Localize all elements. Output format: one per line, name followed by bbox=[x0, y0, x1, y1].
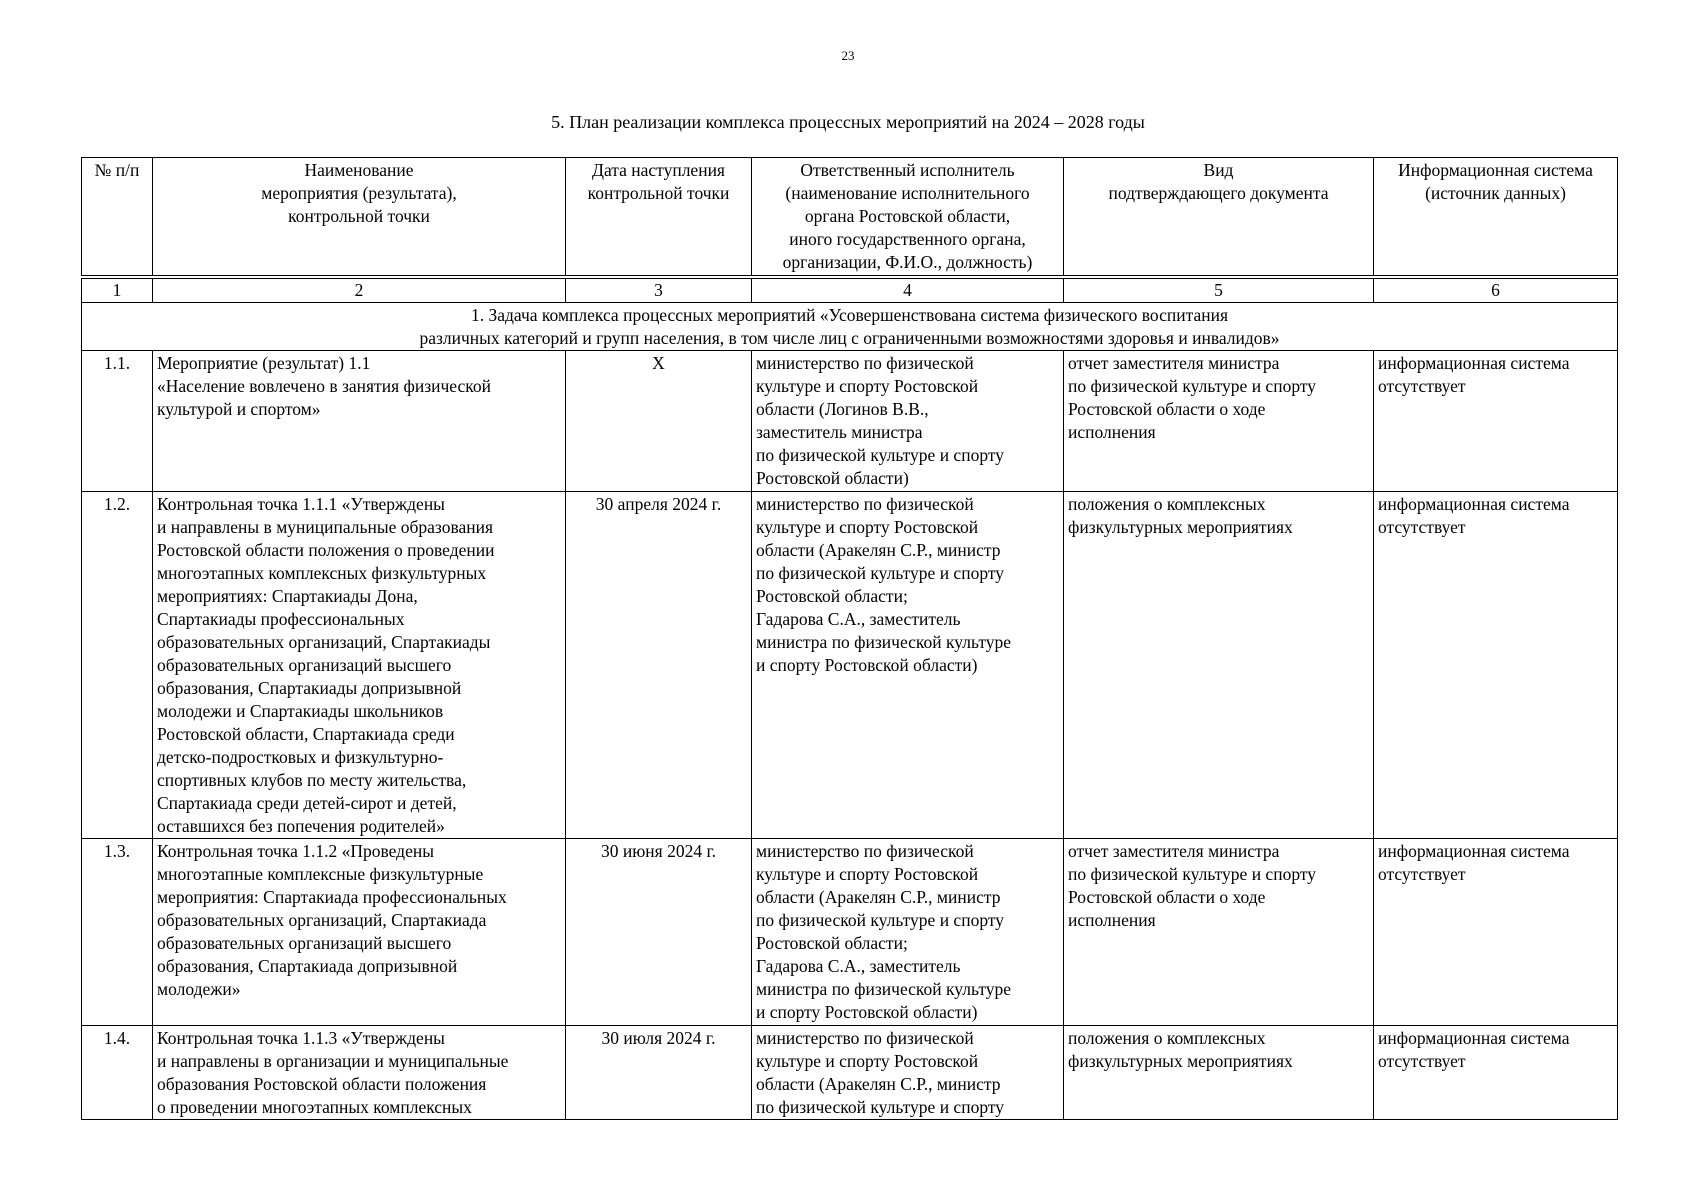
table-header-row bbox=[82, 158, 1618, 278]
row-date: Х bbox=[566, 351, 752, 492]
column-number: 3 bbox=[566, 277, 752, 303]
row-name: Контрольная точка 1.1.2 «Проведены многоэтапные комплексные физкультурные мероприятия: Спартакиада профессиональных образовательных организаций, Спартакиада образовательных организаций высшего образования, Спартакиада допризывной молодежи» bbox=[153, 839, 566, 1026]
table-row bbox=[82, 492, 1618, 839]
row-system: информационная система отсутствует bbox=[1374, 492, 1618, 839]
row-date: 30 апреля 2024 г. bbox=[566, 492, 752, 839]
row-date: 30 июня 2024 г. bbox=[566, 839, 752, 1026]
row-document: отчет заместителя министра по физической культуре и спорту Ростовской области о ходе исполнения bbox=[1064, 351, 1374, 492]
row-name: Контрольная точка 1.1.1 «Утверждены и направлены в муниципальные образования Ростовской области положения о проведении многоэтапных комплексных физкультурных мероприятиях: Спартакиады Дона, Спартакиады профессиональных образовательных организаций, Спартакиады образовательных организаций высшего образования, Спартакиады допризывной молодежи и Спартакиады школьников Ростовской области, Спартакиада среди детско-подростковых и физкультурно- спортивных клубов по месту жительства, Спартакиада среди детей-сирот и детей, оставшихся без попечения родителей» bbox=[153, 492, 566, 839]
row-number: 1.4. bbox=[82, 1026, 153, 1120]
page-number: 23 bbox=[841, 48, 855, 63]
header-responsible: Ответственный исполнитель (наименование исполнительного органа Ростовской области, иного государственного органа, организации, Ф.И.О., должность) bbox=[752, 158, 1064, 278]
table-row bbox=[82, 839, 1618, 1026]
row-name: Контрольная точка 1.1.3 «Утверждены и направлены в организации и муниципальные образования Ростовской области положения о проведении многоэтапных комплексных bbox=[153, 1026, 566, 1120]
row-responsible: министерство по физической культуре и спорту Ростовской области (Аракелян С.Р., министр по физической культуре и спорту bbox=[752, 1026, 1064, 1120]
row-name: Мероприятие (результат) 1.1 «Население вовлечено в занятия физической культурой и спортом» bbox=[153, 351, 566, 492]
row-number: 1.1. bbox=[82, 351, 153, 492]
task-title: 1. Задача комплекса процессных мероприятий «Усовершенствована система физического воспитания различных категорий и групп населения, в том числе лиц с ограниченными возможностями здоровья и инвалидов» bbox=[82, 303, 1618, 351]
column-number: 4 bbox=[752, 277, 1064, 303]
table-row bbox=[82, 1026, 1618, 1120]
row-number: 1.2. bbox=[82, 492, 153, 839]
row-number: 1.3. bbox=[82, 839, 153, 1026]
row-responsible: министерство по физической культуре и спорту Ростовской области (Аракелян С.Р., министр по физической культуре и спорту Ростовской области; Гадарова С.А., заместитель министра по физической культуре и спорту Ростовской области) bbox=[752, 839, 1064, 1026]
column-numbers-row bbox=[82, 277, 1618, 303]
row-document: положения о комплексных физкультурных мероприятиях bbox=[1064, 1026, 1374, 1120]
header-system: Информационная система (источник данных) bbox=[1374, 158, 1618, 278]
column-number: 2 bbox=[153, 277, 566, 303]
column-number: 5 bbox=[1064, 277, 1374, 303]
header-document: Вид подтверждающего документа bbox=[1064, 158, 1374, 278]
plan-table bbox=[81, 157, 1618, 1120]
row-document: положения о комплексных физкультурных мероприятиях bbox=[1064, 492, 1374, 839]
header-number: № п/п bbox=[82, 158, 153, 278]
task-row bbox=[82, 303, 1618, 351]
row-system: информационная система отсутствует bbox=[1374, 1026, 1618, 1120]
row-document: отчет заместителя министра по физической культуре и спорту Ростовской области о ходе исполнения bbox=[1064, 839, 1374, 1026]
row-responsible: министерство по физической культуре и спорту Ростовской области (Аракелян С.Р., министр по физической культуре и спорту Ростовской области; Гадарова С.А., заместитель министра по физической культуре и спорту Ростовской области) bbox=[752, 492, 1064, 839]
table-row bbox=[82, 351, 1618, 492]
row-date: 30 июля 2024 г. bbox=[566, 1026, 752, 1120]
document-title: 5. План реализации комплекса процессных мероприятий на 2024 – 2028 годы bbox=[551, 112, 1145, 132]
row-system: информационная система отсутствует bbox=[1374, 351, 1618, 492]
row-system: информационная система отсутствует bbox=[1374, 839, 1618, 1026]
row-responsible: министерство по физической культуре и спорту Ростовской области (Логинов В.В., заместитель министра по физической культуре и спорту Ростовской области) bbox=[752, 351, 1064, 492]
column-number: 1 bbox=[82, 277, 153, 303]
header-date: Дата наступления контрольной точки bbox=[566, 158, 752, 278]
header-name: Наименование мероприятия (результата), контрольной точки bbox=[153, 158, 566, 278]
column-number: 6 bbox=[1374, 277, 1618, 303]
